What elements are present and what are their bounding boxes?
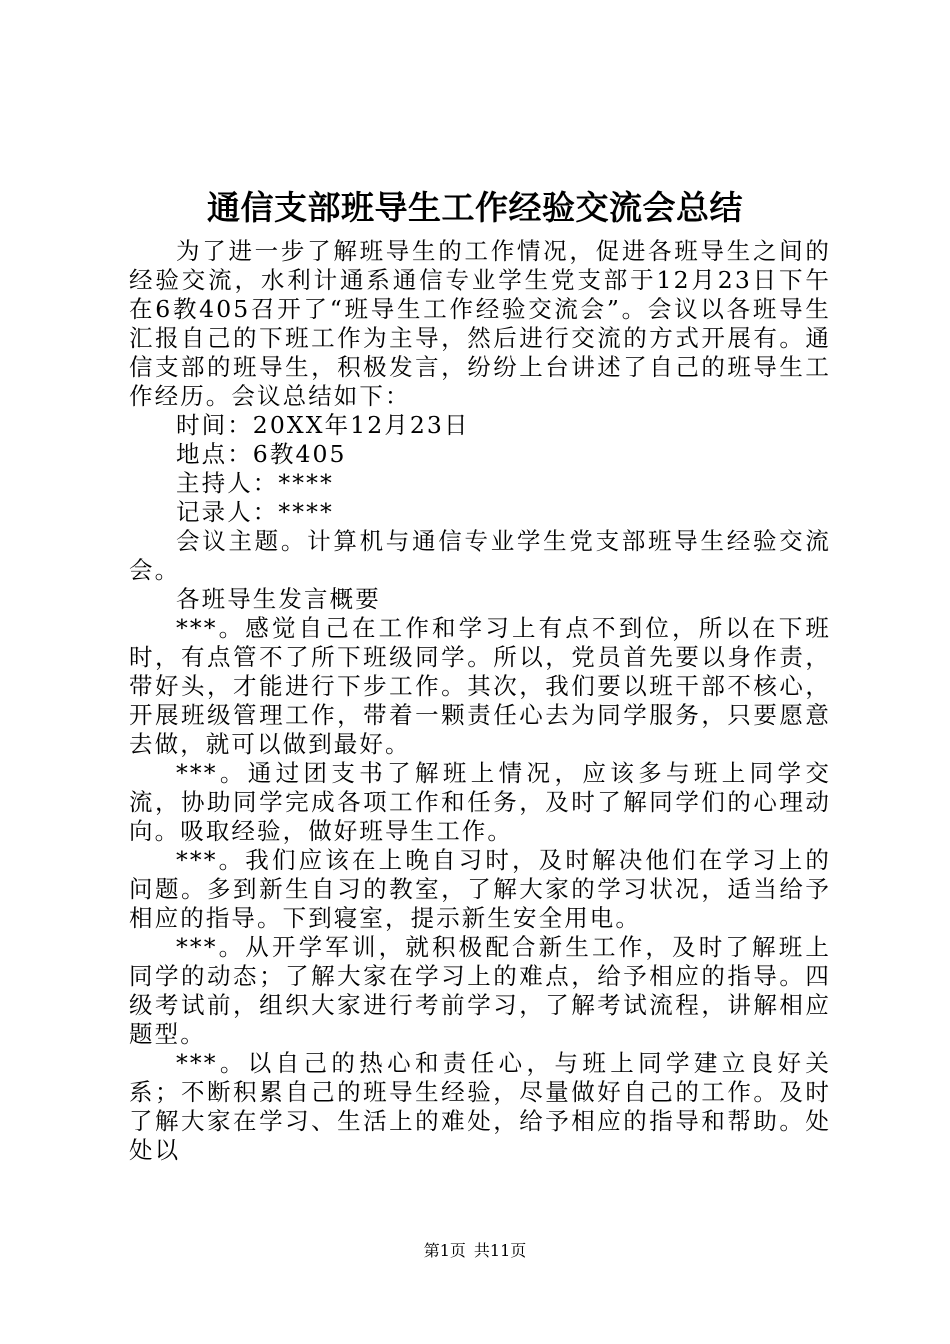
page-total: 共11页 — [473, 1241, 527, 1260]
speech-paragraph: ***。从开学军训，就积极配合新生工作，及时了解班上同学的动态；了解大家在学习上的难点，给予相应的指导。四级考试前，组织大家进行考前学习，了解考试流程，讲解相应题型。 — [129, 933, 831, 1048]
intro-paragraph: 为了进一步了解班导生的工作情况，促进各班导生之间的经验交流，水利计通系通信专业学生党支部于12月23日下午在6教405召开了“班导生工作经验交流会”。会议以各班导生汇报自己的下班工作为主导，然后进行交流的方式开展有。通信支部的班导生，积极发言，纷纷上台讲述了自己的班导生工作经历。会议总结如下： — [129, 237, 831, 410]
meeting-host: 主持人：**** — [176, 469, 334, 497]
section-heading: 各班导生发言概要 — [176, 585, 381, 613]
speech-paragraph: ***。我们应该在上晚自习时，及时解决他们在学习上的问题。多到新生自习的教室，了解大家的学习状况，适当给予相应的指导。下到寝室，提示新生安全用电。 — [129, 846, 831, 932]
meeting-time: 时间：20XX年12月23日 — [176, 411, 470, 439]
page-footer — [0, 1240, 950, 1262]
page-number: 第1页 — [423, 1241, 466, 1260]
speech-paragraph: ***。通过团支书了解班上情况，应该多与班上同学交流，协助同学完成各项工作和任务，及时了解同学们的心理动向。吸取经验，做好班导生工作。 — [129, 759, 831, 845]
speech-paragraph: ***。以自己的热心和责任心，与班上同学建立良好关系；不断积累自己的班导生经验，尽量做好自己的工作。及时了解大家在学习、生活上的难处，给予相应的指导和帮助。处处以 — [129, 1049, 831, 1164]
meeting-location: 地点：6教405 — [176, 440, 347, 468]
document-title: 通信支部班导生工作经验交流会总结 — [207, 188, 743, 227]
speech-paragraph: ***。感觉自己在工作和学习上有点不到位，所以在下班时，有点管不了所下班级同学。所以，党员首先要以身作责，带好头，才能进行下步工作。其次，我们要以班干部不核心，开展班级管理工作，带着一颗责任心去为同学服务，只要愿意去做，就可以做到最好。 — [129, 614, 831, 758]
meeting-recorder: 记录人：**** — [176, 498, 334, 526]
document-body — [129, 237, 831, 1165]
meeting-theme: 会议主题。计算机与通信专业学生党支部班导生经验交流会。 — [129, 527, 831, 584]
